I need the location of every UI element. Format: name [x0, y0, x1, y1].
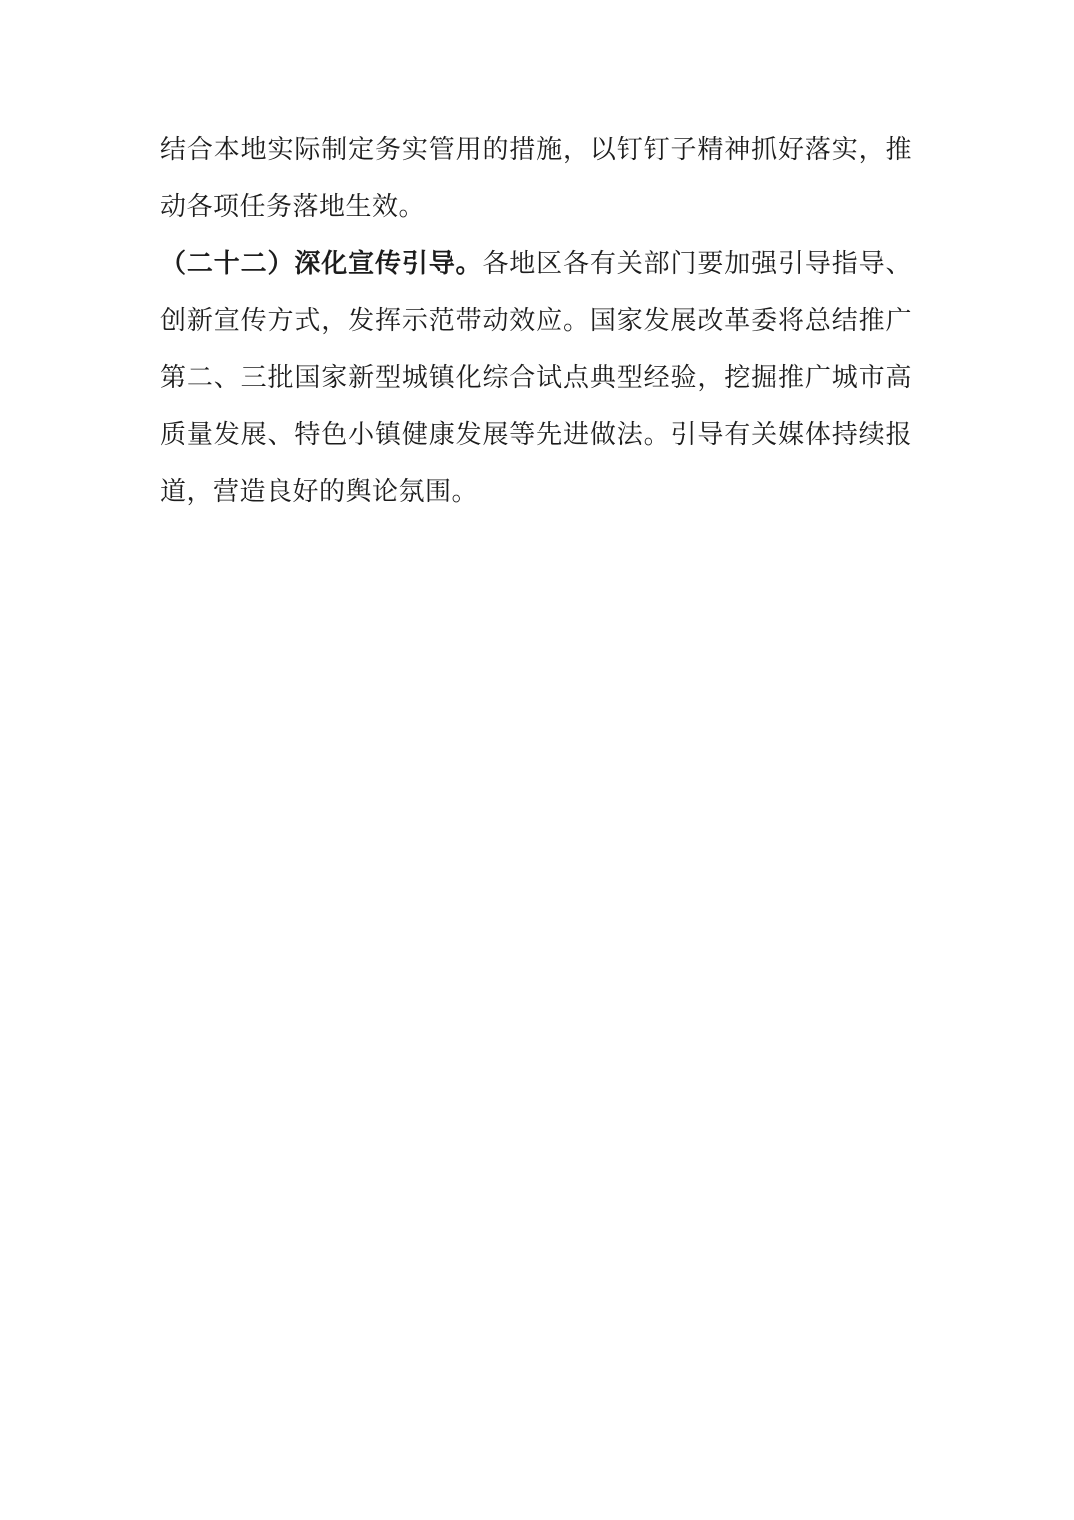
document-body [160, 122, 912, 521]
paragraph-text: 各地区各有关部门要加强引导指导、创新宣传方式，发挥示范带动效应。国家发展改革委将总结推广第二、三批国家新型城镇化综合试点典型经验，挖掘推广城市高质量发展、特色小镇健康发展等先进做法。引导有关媒体持续报道，营造良好的舆论氛围。 [160, 249, 912, 507]
paragraph [160, 236, 912, 521]
paragraph [160, 122, 912, 236]
paragraph-text: 结合本地实际制定务实管用的措施，以钉钉子精神抓好落实，推动各项任务落地生效。 [160, 135, 912, 222]
section-heading: （二十二）深化宣传引导。 [160, 249, 483, 279]
